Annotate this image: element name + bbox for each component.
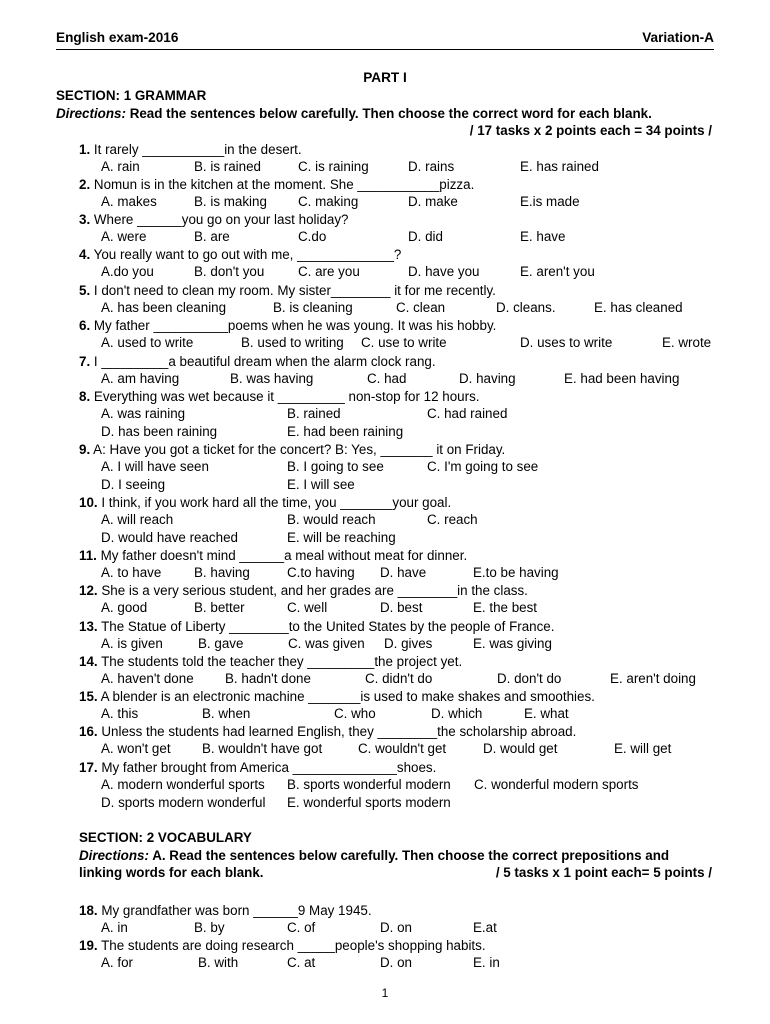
answer-option[interactable]: C. making — [298, 194, 359, 209]
question-number: 14. — [79, 654, 98, 669]
question-text: Where ______you go on your last holiday? — [93, 212, 349, 227]
answer-option[interactable]: E. aren't doing — [610, 671, 696, 686]
answer-option[interactable]: C. wonderful modern sports — [474, 777, 639, 792]
question-11 — [79, 548, 467, 564]
answer-option[interactable]: E.is made — [520, 194, 580, 209]
question-3 — [79, 212, 349, 228]
header-rule — [56, 49, 714, 50]
answer-option[interactable]: C. wouldn't get — [358, 741, 447, 756]
answer-option[interactable]: D. have — [380, 565, 427, 580]
question-18 — [79, 903, 372, 919]
answer-option[interactable]: D. on — [380, 955, 413, 970]
directions-text: Read the sentences below carefully. Then choose the correct word for each blank. — [129, 106, 652, 121]
question-number: 7. — [79, 354, 91, 369]
question-number: 8. — [79, 389, 91, 404]
answer-option[interactable]: A. am having — [101, 371, 180, 386]
answer-option[interactable]: D. don't do — [497, 671, 562, 686]
answer-option[interactable]: B. having — [194, 565, 250, 580]
exam-title: English exam-2016 — [56, 30, 179, 45]
answer-option[interactable]: D. would have reached — [101, 529, 238, 545]
question-text: A blender is an electronic machine _______is used to make shakes and smoothies. — [100, 689, 595, 704]
question-text: You really want to go out with me, _____________? — [93, 247, 402, 262]
variation-label: Variation-A — [642, 30, 714, 45]
answer-option[interactable]: E. has rained — [520, 159, 599, 174]
answer-option[interactable]: A.do you — [101, 264, 154, 279]
answer-option[interactable]: A. good — [101, 600, 148, 615]
question-text: I don't need to clean my room. My sister________ it for me recently. — [93, 283, 496, 298]
answer-option[interactable]: B. is rained — [194, 159, 261, 174]
part-title: PART I — [363, 70, 407, 85]
question-number: 9. — [79, 442, 91, 457]
answer-option[interactable]: A. used to write — [101, 335, 194, 350]
question-text: The students told the teacher they _________the project yet. — [101, 654, 463, 669]
question-14 — [79, 654, 462, 670]
answer-option[interactable]: D. best — [380, 600, 423, 615]
answer-option[interactable]: E. I will see — [287, 476, 355, 492]
answer-option[interactable]: E. in — [473, 955, 500, 970]
section-1-title: SECTION: 1 GRAMMAR — [56, 88, 207, 103]
answer-option[interactable]: B. rained — [287, 406, 341, 421]
question-number: 2. — [79, 177, 91, 192]
answer-option[interactable]: D. gives — [384, 636, 433, 651]
question-number: 5. — [79, 283, 91, 298]
question-number: 17. — [79, 760, 98, 775]
answer-option[interactable]: C. of — [287, 920, 316, 935]
answer-option[interactable]: A. is given — [101, 636, 163, 651]
question-text: She is a very serious student, and her grades are ________in the class. — [101, 583, 528, 598]
answer-option[interactable]: D. uses to write — [520, 335, 613, 350]
answer-option[interactable]: E. wrote — [662, 335, 712, 350]
question-number: 15. — [79, 689, 98, 704]
section-2-directions — [79, 848, 669, 864]
answer-option[interactable]: E. what — [524, 706, 569, 721]
answer-option[interactable]: A. has been cleaning — [101, 300, 227, 315]
answer-option[interactable]: C.to having — [287, 565, 355, 580]
answer-option[interactable]: B. gave — [198, 636, 244, 651]
answer-option[interactable]: C. had — [367, 371, 407, 386]
question-text: I _________a beautiful dream when the alarm clock rang. — [93, 354, 436, 369]
question-number: 12. — [79, 583, 98, 598]
question-text: My grandfather was born ______9 May 1945. — [101, 903, 372, 918]
question-number: 4. — [79, 247, 91, 262]
question-number: 13. — [79, 619, 98, 634]
question-7 — [79, 354, 436, 370]
question-16 — [79, 724, 576, 740]
answer-option[interactable]: E. aren't you — [520, 264, 595, 279]
answer-option[interactable]: A. makes — [101, 194, 157, 209]
question-13 — [79, 619, 554, 635]
answer-option[interactable]: C. I'm going to see — [427, 459, 539, 474]
answer-option[interactable]: B. would reach — [287, 512, 376, 527]
answer-option[interactable]: D. have you — [408, 264, 480, 279]
answer-option[interactable]: A. rain — [101, 159, 140, 174]
answer-option[interactable]: A. were — [101, 229, 147, 244]
answer-option[interactable]: B. was having — [230, 371, 314, 386]
answer-option[interactable]: B. I going to see — [287, 459, 384, 474]
answer-option[interactable]: D. I seeing — [101, 476, 166, 492]
answer-option[interactable]: B. hadn't done — [225, 671, 311, 686]
answer-option[interactable]: B. better — [194, 600, 245, 615]
question-number: 10. — [79, 495, 98, 510]
question-text: Nomun is in the kitchen at the moment. She ___________pizza. — [93, 177, 475, 192]
answer-option[interactable]: C. reach — [427, 512, 478, 527]
question-text: Unless the students had learned English, they ________the scholarship abroad. — [101, 724, 577, 739]
question-text: Everything was wet because it _________ non-stop for 12 hours. — [93, 389, 480, 404]
question-text: My father brought from America ______________shoes. — [101, 760, 437, 775]
answer-option[interactable]: D. sports modern wonderful — [101, 794, 266, 810]
answer-option[interactable]: D. cleans. — [496, 300, 556, 315]
directions-label: Directions: — [79, 848, 149, 863]
question-1 — [79, 142, 302, 158]
answer-option[interactable]: C. didn't do — [365, 671, 433, 686]
question-text: I think, if you work hard all the time, you _______your goal. — [101, 495, 452, 510]
directions-label: Directions: — [56, 106, 126, 121]
question-text: My father __________poems when he was young. It was his hobby. — [93, 318, 497, 333]
answer-option[interactable]: D. would get — [483, 741, 558, 756]
question-15 — [79, 689, 595, 705]
answer-option[interactable]: C. was given — [288, 636, 365, 651]
question-number: 19. — [79, 938, 98, 953]
question-text: The students are doing research _____people's shopping habits. — [101, 938, 486, 953]
question-9 — [79, 442, 505, 458]
question-number: 16. — [79, 724, 98, 739]
question-number: 6. — [79, 318, 91, 333]
answer-option[interactable]: D. on — [380, 920, 413, 935]
section-2-title: SECTION: 2 VOCABULARY — [79, 830, 252, 845]
answer-option[interactable]: B. are — [194, 229, 230, 244]
answer-option[interactable]: C. are you — [298, 264, 360, 279]
answer-option[interactable]: B. with — [198, 955, 239, 970]
question-17 — [79, 760, 436, 776]
answer-option[interactable]: D. rains — [408, 159, 455, 174]
question-4 — [79, 247, 401, 263]
answer-option[interactable]: B. wouldn't have got — [202, 741, 323, 756]
answer-option[interactable]: A. this — [101, 706, 139, 721]
answer-option[interactable]: E. has cleaned — [594, 300, 683, 315]
answer-option[interactable]: B. used to writing — [241, 335, 344, 350]
answer-option[interactable]: E. had been raining — [287, 423, 404, 439]
answer-option[interactable]: A. for — [101, 955, 133, 970]
answer-option[interactable]: E. have — [520, 229, 566, 244]
answer-option[interactable]: E. wonderful sports modern — [287, 794, 451, 810]
answer-option[interactable]: B. when — [202, 706, 251, 721]
answer-option[interactable]: C. well — [287, 600, 328, 615]
question-text: It rarely ___________in the desert. — [93, 142, 302, 157]
answer-option[interactable]: A. was raining — [101, 406, 186, 421]
question-number: 1. — [79, 142, 91, 157]
section-1-points: / 17 tasks x 2 points each = 34 points / — [469, 123, 712, 138]
answer-option[interactable]: E.at — [473, 920, 497, 935]
question-12 — [79, 583, 528, 599]
question-8 — [79, 389, 480, 405]
answer-option[interactable]: B. by — [194, 920, 225, 935]
answer-option[interactable]: D. which — [431, 706, 483, 721]
answer-option[interactable]: D. has been raining — [101, 423, 218, 439]
question-2 — [79, 177, 474, 193]
answer-option[interactable]: D. make — [408, 194, 458, 209]
answer-option[interactable]: B. is cleaning — [273, 300, 353, 315]
question-10 — [79, 495, 451, 511]
answer-option[interactable]: B. don't you — [194, 264, 265, 279]
section-1-directions — [56, 106, 652, 122]
question-text: The Statue of Liberty ________to the United States by the people of France. — [101, 619, 555, 634]
page-header — [56, 30, 714, 46]
directions-text: A. Read the sentences below carefully. Then choose the correct prepositions and — [152, 848, 670, 863]
question-number: 18. — [79, 903, 98, 918]
answer-option[interactable]: C. who — [334, 706, 376, 721]
answer-option[interactable]: C. had rained — [427, 406, 508, 421]
question-19 — [79, 938, 486, 954]
answer-option[interactable]: E.to be having — [473, 565, 559, 580]
answer-option[interactable]: A. won't get — [101, 741, 171, 756]
answer-option[interactable]: D. did — [408, 229, 443, 244]
answer-option[interactable]: E. had been having — [564, 371, 680, 386]
question-6 — [79, 318, 496, 334]
question-number: 11. — [79, 548, 97, 563]
question-number: 3. — [79, 212, 91, 227]
page-number: 1 — [381, 986, 389, 1000]
answer-option[interactable]: C.do — [298, 229, 327, 244]
answer-option[interactable]: D. having — [459, 371, 516, 386]
section-2-directions-cont: linking words for each blank. — [79, 865, 264, 880]
answer-option[interactable]: A. in — [101, 920, 128, 935]
answer-option[interactable]: A. will reach — [101, 512, 174, 527]
section-2-points: / 5 tasks x 1 point each= 5 points / — [495, 865, 712, 880]
question-5 — [79, 283, 496, 299]
answer-option[interactable]: B. sports wonderful modern — [287, 777, 451, 792]
answer-option[interactable]: E. was giving — [473, 636, 552, 651]
answer-option[interactable]: B. is making — [194, 194, 267, 209]
answer-option[interactable]: A. modern wonderful sports — [101, 777, 265, 792]
question-text: A: Have you got a ticket for the concert? B: Yes, _______ it on Friday. — [93, 442, 506, 457]
answer-option[interactable]: A. haven't done — [101, 671, 194, 686]
answer-option[interactable]: A. I will have seen — [101, 459, 209, 474]
answer-option[interactable]: E. will be reaching — [287, 529, 396, 545]
question-text: My father doesn't mind ______a meal without meat for dinner. — [100, 548, 468, 563]
answer-option[interactable]: C. clean — [396, 300, 446, 315]
answer-option[interactable]: C. is raining — [298, 159, 369, 174]
answer-option[interactable]: E. the best — [473, 600, 538, 615]
answer-option[interactable]: A. to have — [101, 565, 162, 580]
answer-option[interactable]: E. will get — [614, 741, 672, 756]
answer-option[interactable]: C. use to write — [361, 335, 447, 350]
answer-option[interactable]: C. at — [287, 955, 316, 970]
